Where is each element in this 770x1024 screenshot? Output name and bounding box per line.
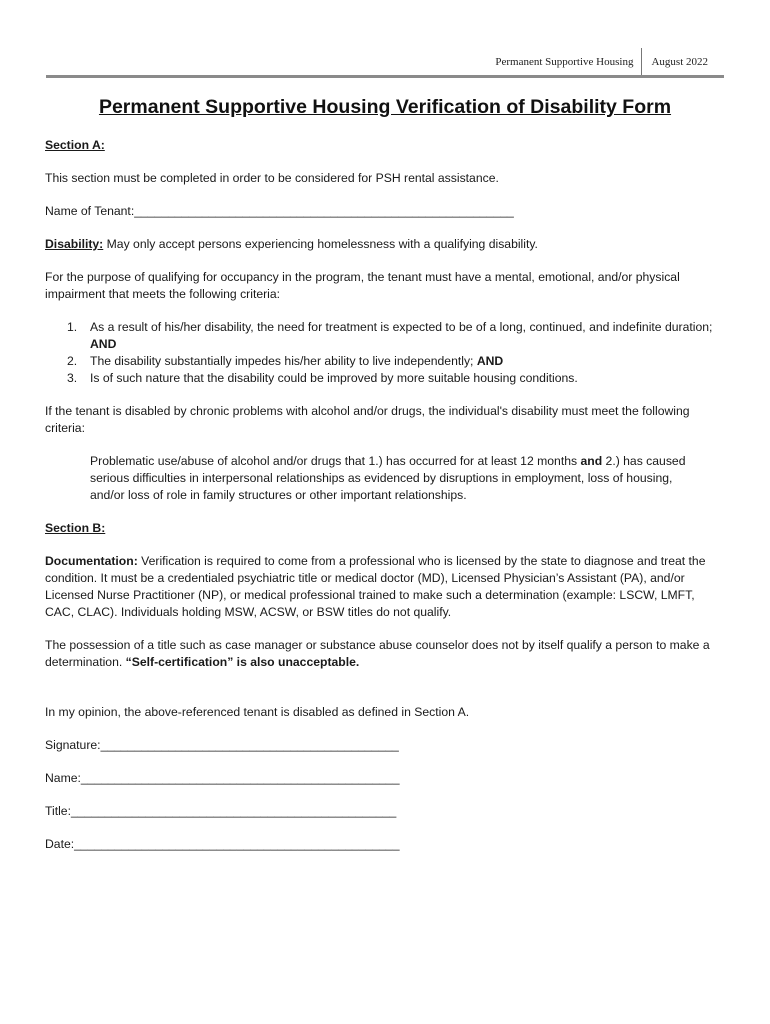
self-certification-note: “Self-certification” is also unacceptable. (125, 655, 360, 669)
criteria-conjunction: AND (476, 354, 504, 368)
name-line[interactable]: _______________________________________________ (80, 771, 400, 785)
section-a-intro: This section must be completed in order to be considered for PSH rental assistance. (45, 171, 499, 185)
date-field[interactable] (45, 836, 727, 853)
criteria-item (45, 353, 727, 370)
problematic-text-b: 2.) has caused serious difficulties in interpersonal relationships as evidenced by disruptions in employment, loss of housing, and/or loss of role in family structures or other important relationships. (90, 454, 686, 502)
disability-text: May only accept persons experiencing homelessness with a qualifying disability. (103, 237, 538, 251)
criteria-number: 2. (67, 354, 78, 368)
purpose-paragraph: For the purpose of qualifying for occupancy in the program, the tenant must have a mental, emotional, and/or physical impairment that meets the following criteria: (45, 270, 680, 301)
problematic-and: and (580, 454, 603, 468)
header-date: August 2022 (651, 55, 708, 68)
criteria-conjunction: AND (90, 337, 117, 351)
signature-label: Signature: (45, 738, 101, 752)
criteria-number: 1. (67, 320, 78, 334)
possession-text: The possession of a title such as case manager or substance abuse counselor does not by itself qualify a person to make a determination. (45, 638, 710, 669)
disability-paragraph (45, 236, 727, 253)
chronic-paragraph: If the tenant is disabled by chronic problems with alcohol and/or drugs, the individual's disability must meet the following criteria: (45, 404, 690, 435)
page-header (495, 48, 724, 76)
title-field[interactable] (45, 803, 727, 820)
signature-field[interactable] (45, 737, 727, 754)
criteria-item (45, 319, 727, 353)
documentation-paragraph (45, 553, 727, 621)
criteria-text: Is of such nature that the disability could be improved by more suitable housing conditions. (90, 371, 578, 385)
documentation-text: Verification is required to come from a professional who is licensed by the state to diagnose and treat the condition. It must be a credentialed psychiatric title or medical doctor (MD), Licensed Physician’s Assistant (PA), and/or Licensed Nurse Practitioner (NP), or medical professional trained to make such a determination (example: LSCW, LMFT, CAC, CLAC). Individuals holding MSW, ACSW, or BSW titles do not qualify. (45, 554, 706, 619)
section-a-heading: Section A: (45, 138, 105, 152)
date-line[interactable]: ________________________________________________ (74, 837, 400, 851)
tenant-name-field[interactable] (45, 203, 727, 220)
problematic-text-a: Problematic use/abuse of alcohol and/or drugs that 1.) has occurred for at least 12 months (90, 454, 581, 468)
section-b-heading: Section B: (45, 521, 106, 535)
title-label: Title: (45, 804, 71, 818)
tenant-name-line[interactable]: ________________________________________________________ (134, 204, 514, 218)
problematic-paragraph (45, 453, 727, 504)
header-organization: Permanent Supportive Housing (495, 55, 634, 68)
title-line[interactable]: ________________________________________________ (70, 804, 397, 818)
possession-paragraph (45, 637, 727, 671)
header-rule (46, 75, 724, 78)
name-label: Name: (45, 771, 81, 785)
criteria-list (45, 319, 727, 387)
criteria-text: The disability substantially impedes his/her ability to live independently; (90, 354, 477, 368)
name-field[interactable] (45, 770, 727, 787)
criteria-item (45, 370, 727, 387)
disability-label: Disability: (45, 237, 104, 251)
form-title: Permanent Supportive Housing Verification of Disability Form (98, 96, 672, 118)
documentation-label: Documentation: (45, 554, 138, 568)
criteria-number: 3. (67, 371, 78, 385)
signature-line[interactable]: ____________________________________________ (100, 738, 399, 752)
opinion-statement: In my opinion, the above-referenced tenant is disabled as defined in Section A. (45, 705, 470, 719)
form-body (45, 137, 727, 853)
tenant-name-label: Name of Tenant: (45, 204, 135, 218)
date-label: Date: (45, 837, 75, 851)
criteria-text: As a result of his/her disability, the need for treatment is expected to be of a long, continued, and indefinite duration; (90, 320, 713, 334)
